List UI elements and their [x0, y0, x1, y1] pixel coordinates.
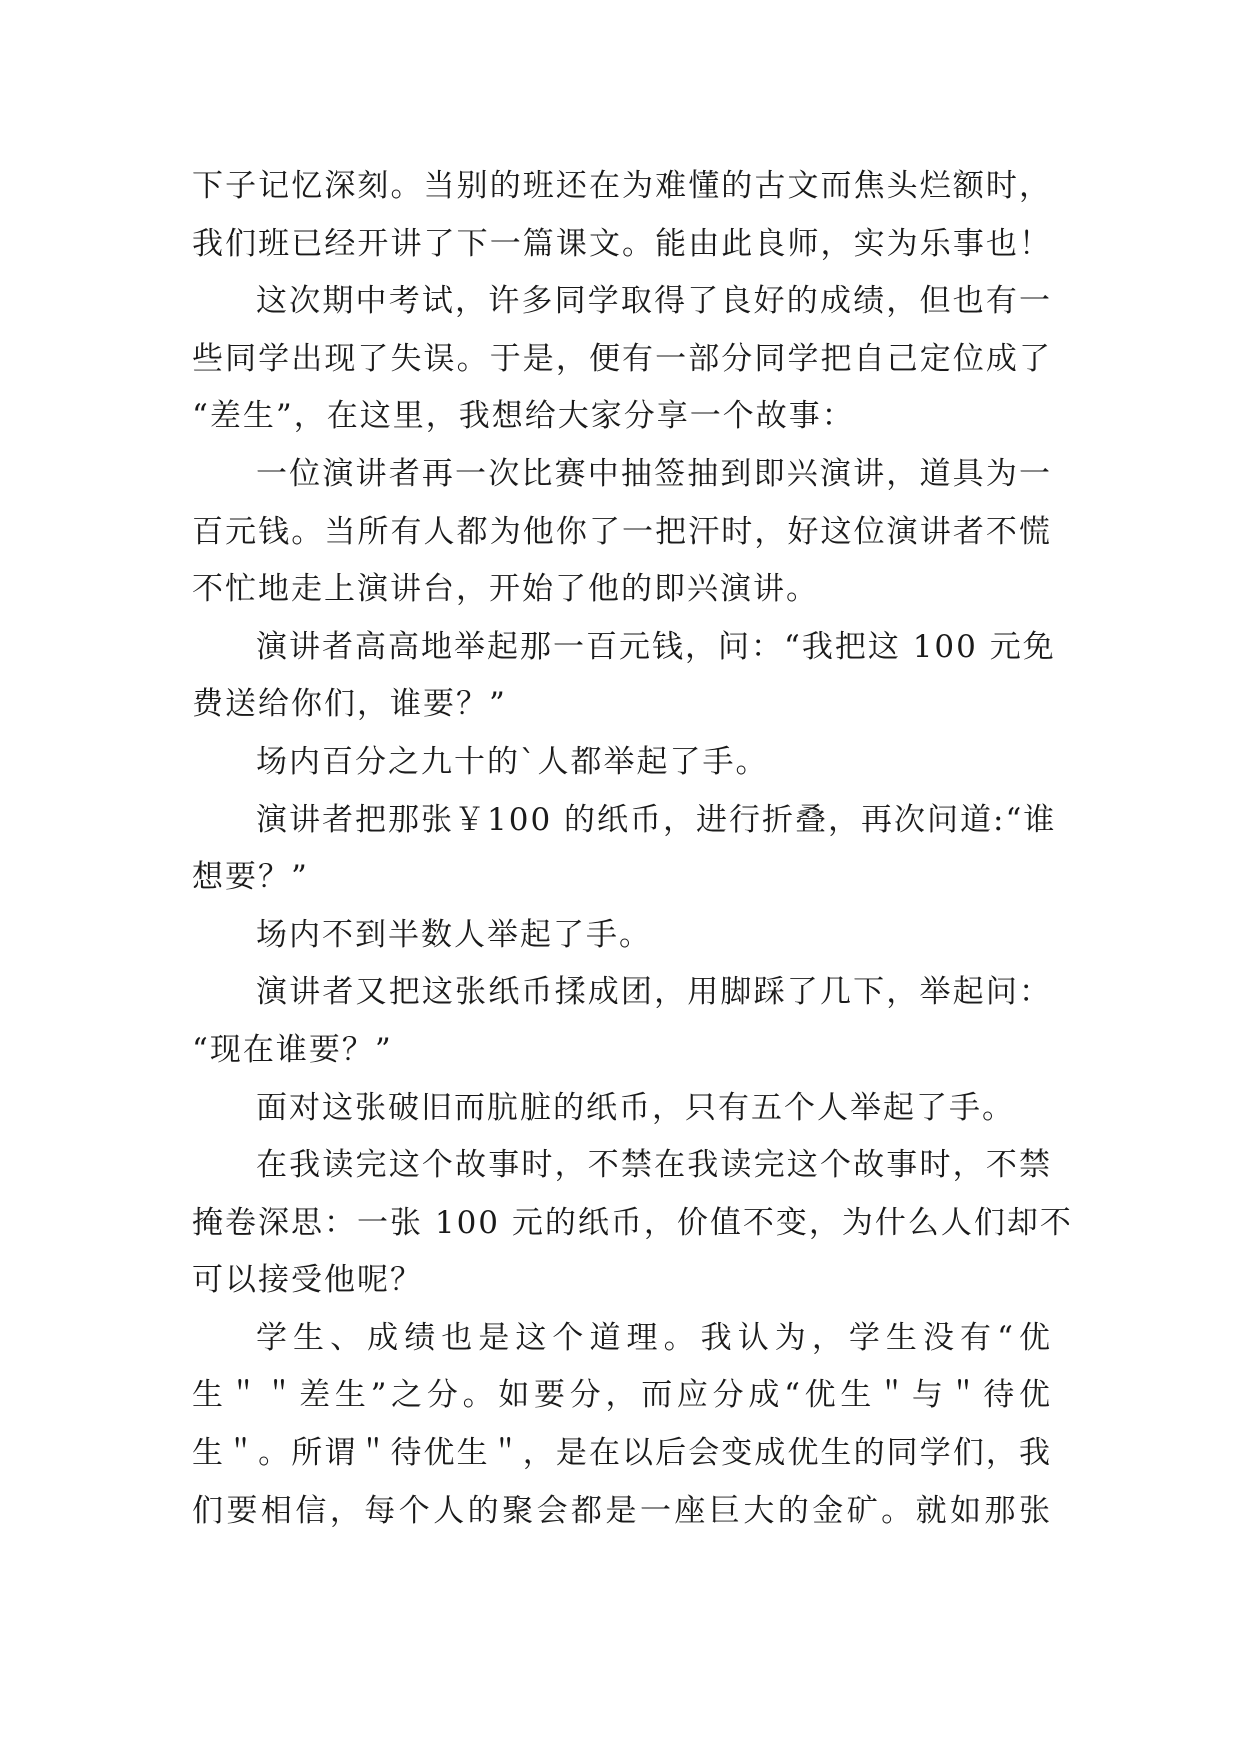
- document-body: [192, 158, 1073, 1540]
- text-line: 们要相信，每个人的聚会都是一座巨大的金矿。就如那张: [192, 1492, 1052, 1529]
- text-line: 演讲者把那张￥100 的纸币，进行折叠，再次问道:“谁: [256, 801, 1057, 838]
- text-line: 这次期中考试，许多同学取得了良好的成绩，但也有一: [256, 283, 1052, 320]
- text-line: 生＂＂差生”之分。如要分，而应分成“优生＂与＂待优: [192, 1377, 1052, 1414]
- text-line: 一位演讲者再一次比赛中抽签抽到即兴演讲，道具为一: [256, 455, 1052, 492]
- text-line: 学生、成绩也是这个道理。我认为，学生没有“优: [256, 1319, 1052, 1356]
- text-line: 想要？”: [192, 859, 309, 896]
- text-line: 我们班已经开讲了下一篇课文。能由此良师，实为乐事也！: [192, 225, 1052, 262]
- text-line: 演讲者又把这张纸币揉成团，用脚踩了几下，举起问：: [256, 974, 1052, 1011]
- text-line: 生＂。所谓＂待优生＂，是在以后会变成优生的同学们，我: [192, 1435, 1052, 1472]
- text-line: 些同学出现了失误。于是，便有一部分同学把自己定位成了: [192, 340, 1052, 377]
- text-line: “现在谁要？”: [192, 1031, 393, 1068]
- text-line: “差生”，在这里，我想给大家分享一个故事：: [192, 398, 855, 435]
- text-line: 场内不到半数人举起了手。: [256, 916, 652, 953]
- text-line: 费送给你们，谁要？”: [192, 686, 507, 723]
- text-line: 百元钱。当所有人都为他你了一把汗时，好这位演讲者不慌: [192, 513, 1052, 550]
- text-line: 场内百分之九十的`人都举起了手。: [256, 743, 769, 780]
- text-line: 在我读完这个故事时，不禁在我读完这个故事时，不禁: [256, 1147, 1052, 1184]
- text-line: 面对这张破旧而肮脏的纸币，只有五个人举起了手。: [256, 1089, 1015, 1126]
- text-line: 下子记忆深刻。当别的班还在为难懂的古文而焦头烂额时，: [192, 168, 1052, 204]
- text-line: 可以接受他呢？: [192, 1262, 423, 1299]
- text-line: 掩卷深思：一张 100 元的纸币，价值不变，为什么人们却不: [192, 1204, 1073, 1241]
- text-line: 不忙地走上演讲台，开始了他的即兴演讲。: [192, 571, 819, 608]
- text-line: 演讲者高高地举起那一百元钱，问：“我把这 100 元免: [256, 628, 1056, 665]
